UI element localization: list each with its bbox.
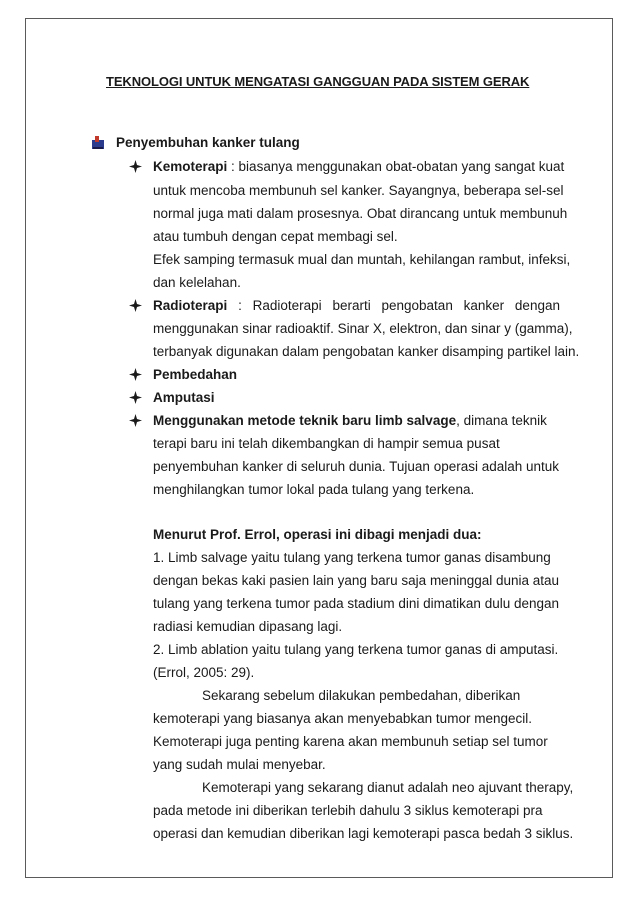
kemoterapi-line-5: Efek samping termasuk mual dan muntah, kehilangan rambut, infeksi, — [153, 252, 571, 267]
limb-line-2: terapi baru ini telah dikembangkan di hampir semua pusat — [153, 436, 500, 451]
kemoterapi-line-2: untuk mencoba membunuh sel kanker. Sayangnya, beberapa sel-sel — [153, 183, 564, 198]
diamond-bullet-icon — [129, 414, 142, 427]
errol-line-2: dengan bekas kaki pasien lain yang baru saja meninggal dunia atau — [153, 573, 560, 588]
errol-line-7: Sekarang sebelum dilakukan pembedahan, diberikan — [202, 688, 521, 703]
limb-line-4: menghilangkan tumor lokal pada tulang yang terkena. — [153, 482, 475, 497]
errol-line-8: kemoterapi yang biasanya akan menyebabkan tumor mengecil. — [153, 711, 532, 726]
errol-heading: Menurut Prof. Errol, operasi ini dibagi menjadi dua: — [153, 527, 482, 542]
errol-line-4: radiasi kemudian dipasang lagi. — [153, 619, 343, 634]
kemoterapi-line-3: normal juga mati dalam prosesnya. Obat dirancang untuk membunuh — [153, 206, 568, 221]
diamond-bullet-icon — [129, 299, 142, 312]
radioterapi-line-2: menggunakan sinar radioaktif. Sinar X, elektron, dan sinar y (gamma), — [153, 321, 573, 336]
errol-line-11: Kemoterapi yang sekarang dianut adalah neo ajuvant therapy, — [202, 780, 574, 795]
errol-line-13: operasi dan kemudian diberikan lagi kemoterapi pasca bedah 3 siklus. — [153, 826, 574, 841]
diamond-bullet-icon — [129, 391, 142, 404]
errol-line-1: 1. Limb salvage yaitu tulang yang terkena tumor ganas disambung — [153, 550, 551, 565]
diamond-bullet-icon — [129, 160, 142, 173]
errol-line-12: pada metode ini diberikan terlebih dahulu 3 siklus kemoterapi pra — [153, 803, 543, 818]
kemoterapi-line-4: atau tumbuh dengan cepat membagi sel. — [153, 229, 398, 244]
errol-line-9: Kemoterapi juga penting karena akan membunuh setiap sel tumor — [153, 734, 548, 749]
errol-line-5: 2. Limb ablation yaitu tulang yang terkena tumor ganas di amputasi. — [153, 642, 559, 657]
radioterapi-line-3: terbanyak digunakan dalam pengobatan kanker disamping partikel lain. — [153, 344, 580, 359]
limb-line-1 — [153, 412, 560, 430]
amputasi-term: Amputasi — [153, 390, 215, 405]
kemoterapi-text-1: : biasanya menggunakan obat-obatan yang sangat kuat — [231, 159, 565, 174]
radioterapi-text-1: : Radioterapi berarti pengobatan kanker dengan — [238, 298, 560, 313]
kemoterapi-line-1 — [153, 158, 565, 176]
kemoterapi-line-6: dan kelelahan. — [153, 275, 241, 290]
page-title: TEKNOLOGI UNTUK MENGATASI GANGGUAN PADA SISTEM GERAK — [106, 74, 530, 89]
limb-line-3: penyembuhan kanker di seluruh dunia. Tujuan operasi adalah untuk — [153, 459, 560, 474]
radioterapi-term: Radioterapi — [153, 298, 228, 313]
radioterapi-line-1 — [153, 297, 560, 315]
errol-line-3: tulang yang terkena tumor pada stadium dini dimatikan dulu dengan — [153, 596, 560, 611]
diamond-bullet-icon — [129, 368, 142, 381]
errol-line-10: yang sudah mulai menyebar. — [153, 757, 326, 772]
limb-text-1: , dimana teknik — [456, 413, 547, 428]
arrow-bullet-icon — [91, 136, 105, 150]
pembedahan-term: Pembedahan — [153, 367, 238, 382]
errol-line-6: (Errol, 2005: 29). — [153, 665, 255, 680]
section-heading-label: Penyembuhan kanker tulang — [116, 135, 300, 150]
kemoterapi-term: Kemoterapi — [153, 159, 228, 174]
limb-term: Menggunakan metode teknik baru limb salvage — [153, 413, 457, 428]
